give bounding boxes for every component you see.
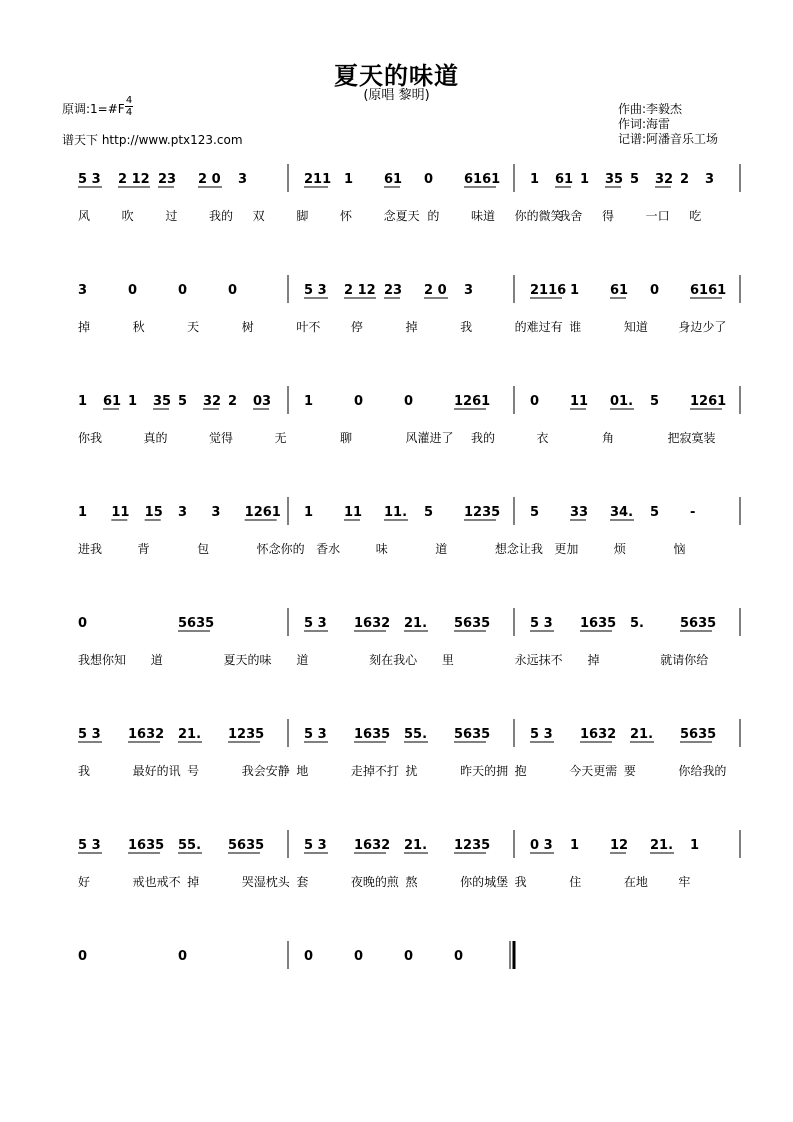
- lyric-syllable: 哭湿枕头: [241, 875, 290, 889]
- note-group: 5635: [680, 727, 717, 742]
- note-group: 2 0: [424, 283, 447, 298]
- lyric-syllable: 你的城堡: [460, 875, 509, 889]
- note-group: 0: [178, 283, 188, 298]
- note-group: 55.: [404, 727, 428, 742]
- lyric-syllable: 走掉不打: [350, 764, 399, 778]
- note-group: 61: [103, 394, 122, 409]
- note-group: 32: [655, 172, 674, 187]
- lyric-syllable: 好: [78, 875, 91, 889]
- note-group: 1: [344, 172, 354, 187]
- note-group: 21.: [404, 838, 428, 853]
- lyric-syllable: 念夏天: [383, 209, 420, 223]
- lyric-syllable: 怀: [340, 209, 353, 223]
- lyric-syllable: 我: [460, 320, 473, 334]
- note-group: 211: [304, 172, 332, 187]
- lyric-syllable: 我的: [471, 431, 496, 445]
- note-group: 5: [178, 394, 188, 409]
- note-group: 5635: [228, 838, 265, 853]
- note-group: 5 3: [304, 838, 327, 853]
- lyric-syllable: 烦: [613, 542, 626, 556]
- lyric-syllable: 觉得: [209, 431, 234, 445]
- note-group: 1: [570, 838, 580, 853]
- note-group: 3: [78, 283, 88, 298]
- note-group: 5635: [178, 616, 215, 631]
- note-group: 3: [464, 283, 474, 298]
- lyric-syllable: 恼: [673, 542, 686, 556]
- note-group: 5: [530, 505, 540, 520]
- note-group: 1635: [354, 727, 391, 742]
- note-group: 5: [630, 172, 640, 187]
- note-group: 5 3: [78, 838, 101, 853]
- lyric-syllable: 套: [296, 875, 309, 889]
- note-group: 0: [78, 949, 88, 964]
- lyric-syllable: 熬: [405, 875, 418, 889]
- note-group: 0: [178, 949, 188, 964]
- note-group: 1: [128, 394, 138, 409]
- note-group: 11: [344, 505, 363, 520]
- note-group: 1: [304, 394, 314, 409]
- lyric-syllable: 的难过有: [514, 320, 563, 334]
- lyric-syllable: 掉: [187, 875, 200, 889]
- note-group: 11: [570, 394, 589, 409]
- note-group: 1632: [354, 616, 391, 631]
- note-group: 61: [610, 283, 629, 298]
- lyric-syllable: 进我: [78, 542, 103, 556]
- note-group: 0: [424, 172, 434, 187]
- lyric-syllable: 无: [274, 431, 287, 445]
- note-group: 1: [78, 505, 88, 520]
- note-group: 0: [304, 949, 314, 964]
- lyric-syllable: 味道: [471, 209, 496, 223]
- lyric-syllable: 就请你给: [660, 653, 709, 667]
- lyric-syllable: 的: [427, 209, 440, 223]
- lyric-syllable: 号: [187, 764, 200, 778]
- lyric-syllable: 最好的讯: [132, 764, 181, 778]
- note-group: 6161: [464, 172, 501, 187]
- lyric-syllable: 要: [623, 764, 636, 778]
- note-group: 6161: [690, 283, 727, 298]
- lyric-syllable: 谁: [569, 320, 582, 334]
- lyric-syllable: 我: [514, 875, 527, 889]
- note-group: 11.: [384, 505, 408, 520]
- note-group: 1: [570, 283, 580, 298]
- note-group: 5 3: [304, 727, 327, 742]
- lyric-syllable: 我舍: [558, 209, 583, 223]
- lyric-syllable: 真的: [143, 431, 168, 445]
- time-signature-top: 4: [125, 95, 133, 106]
- note-group: 1635: [580, 616, 617, 631]
- note-group: 0: [354, 394, 364, 409]
- note-group: 2: [680, 172, 690, 187]
- note-group: 3: [211, 505, 221, 520]
- note-group: 0: [228, 283, 238, 298]
- note-group: 5 3: [530, 616, 553, 631]
- lyric-syllable: 我想你知: [78, 653, 127, 667]
- note-group: 5: [424, 505, 434, 520]
- lyric-syllable: 把寂寞装: [667, 431, 716, 445]
- lyric-syllable: 你我: [78, 431, 103, 445]
- lyric-syllable: 抱: [514, 764, 527, 778]
- note-group: 34.: [610, 505, 634, 520]
- lyric-syllable: 风: [78, 209, 91, 223]
- note-group: 1261: [244, 505, 281, 520]
- lyric-syllable: 永远抹不: [514, 653, 563, 667]
- note-group: 2116: [530, 283, 567, 298]
- note-group: 1: [690, 838, 700, 853]
- lyric-syllable: 香水: [316, 542, 341, 556]
- note-group: 21.: [178, 727, 202, 742]
- note-group: 1261: [454, 394, 491, 409]
- note-group: 5 3: [304, 283, 327, 298]
- note-group: 35: [153, 394, 172, 409]
- lyric-syllable: 脚: [296, 209, 309, 223]
- lyric-syllable: 夏天的味: [223, 653, 272, 667]
- note-group: 0: [530, 394, 540, 409]
- lyric-syllable: 刻在我心: [369, 653, 418, 667]
- lyric-syllable: 背: [137, 542, 150, 556]
- note-group: 1632: [354, 838, 391, 853]
- original-singer: (原唱 黎明): [363, 88, 430, 103]
- lyric-syllable: 一口: [645, 209, 670, 223]
- composer-credit: 作曲:李毅杰: [618, 102, 683, 116]
- lyric-syllable: 风灌进了: [405, 431, 454, 445]
- lyric-syllable: 天: [187, 320, 200, 334]
- lyric-syllable: 味: [375, 542, 388, 556]
- note-group: 5635: [454, 616, 491, 631]
- lyric-syllable: 吃: [689, 209, 702, 223]
- lyric-syllable: 昨天的拥: [460, 764, 509, 778]
- note-group: 0: [128, 283, 138, 298]
- note-group: 61: [555, 172, 574, 187]
- lyric-syllable: 地: [296, 764, 309, 778]
- note-group: 23: [384, 283, 403, 298]
- note-group: 5 3: [304, 616, 327, 631]
- lyric-syllable: 秋: [132, 320, 145, 334]
- note-group: 1: [304, 505, 314, 520]
- note-group: 0: [354, 949, 364, 964]
- note-group: 11: [111, 505, 130, 520]
- lyric-syllable: 今天更需: [569, 764, 618, 778]
- note-group: 1: [580, 172, 590, 187]
- site-credit: 谱天下 http://www.ptx123.com: [62, 133, 243, 147]
- note-group: 21.: [630, 727, 654, 742]
- lyric-syllable: 里: [441, 653, 454, 667]
- lyric-syllable: 树: [241, 320, 254, 334]
- note-group: 21.: [404, 616, 428, 631]
- note-group: 15: [144, 505, 163, 520]
- lyric-syllable: 衣: [536, 431, 549, 445]
- lyric-syllable: 道: [435, 542, 448, 556]
- lyric-syllable: 我会安静: [241, 764, 290, 778]
- note-group: 21.: [650, 838, 674, 853]
- note-group: 5 3: [78, 727, 101, 742]
- note-group: 5 3: [530, 727, 553, 742]
- note-group: 3: [238, 172, 248, 187]
- time-signature-bottom: 4: [125, 107, 133, 118]
- note-group: 5: [650, 394, 660, 409]
- lyric-syllable: 得: [602, 209, 615, 223]
- note-group: 5.: [630, 616, 644, 631]
- key-signature: 原调:1=#F: [62, 102, 125, 116]
- lyric-syllable: 在地: [623, 875, 648, 889]
- note-group: 0: [404, 949, 414, 964]
- lyric-syllable: 包: [197, 542, 210, 556]
- lyric-syllable: 怀念你的: [256, 542, 305, 556]
- note-group: 2 12: [118, 172, 150, 187]
- note-group: 1235: [228, 727, 265, 742]
- note-group: 1261: [690, 394, 727, 409]
- lyric-syllable: 牢: [678, 875, 691, 889]
- lyric-syllable: 掉: [78, 320, 91, 334]
- lyric-syllable: 过: [165, 209, 178, 223]
- lyric-syllable: 更加: [554, 542, 579, 556]
- note-group: 12: [610, 838, 629, 853]
- note-group: 33: [570, 505, 589, 520]
- lyric-syllable: 掉: [587, 653, 600, 667]
- note-group: 32: [203, 394, 222, 409]
- lyric-syllable: 你给我的: [678, 764, 727, 778]
- note-group: 23: [158, 172, 177, 187]
- lyric-syllable: 知道: [623, 320, 648, 334]
- lyric-syllable: 掉: [405, 320, 418, 334]
- note-group: 3: [178, 505, 188, 520]
- note-group: 3: [705, 172, 715, 187]
- lyric-syllable: 双: [252, 209, 265, 223]
- note-group: 1632: [128, 727, 165, 742]
- note-group: 1: [78, 394, 88, 409]
- lyric-syllable: 想念让我: [494, 542, 543, 556]
- note-group: 35: [605, 172, 624, 187]
- note-group: 55.: [178, 838, 202, 853]
- note-group: 61: [384, 172, 403, 187]
- lyric-syllable: 停: [350, 320, 363, 334]
- lyric-syllable: 道: [296, 653, 309, 667]
- note-group: 01.: [610, 394, 634, 409]
- lyric-syllable: 角: [602, 431, 615, 445]
- lyric-syllable: 聊: [340, 431, 353, 445]
- lyricist-credit: 作词:海雷: [618, 117, 671, 131]
- note-group: 5635: [680, 616, 717, 631]
- note-group: 2 12: [344, 283, 376, 298]
- transcriber-credit: 记谱:阿潘音乐工场: [618, 132, 719, 146]
- note-group: 03: [253, 394, 272, 409]
- note-group: 1632: [580, 727, 617, 742]
- note-group: 1235: [454, 838, 491, 853]
- note-group: -: [690, 505, 696, 520]
- lyric-syllable: 戒也戒不: [132, 875, 181, 889]
- lyric-syllable: 我: [78, 764, 91, 778]
- note-group: 0: [78, 616, 88, 631]
- note-group: 2 0: [198, 172, 221, 187]
- note-group: 1235: [464, 505, 501, 520]
- lyric-syllable: 道: [150, 653, 163, 667]
- note-group: 5 3: [78, 172, 101, 187]
- note-group: 0 3: [530, 838, 553, 853]
- note-group: 1635: [128, 838, 165, 853]
- lyric-syllable: 夜晚的煎: [350, 875, 399, 889]
- note-group: 0: [650, 283, 660, 298]
- lyric-syllable: 扰: [405, 764, 418, 778]
- lyric-syllable: 住: [569, 875, 582, 889]
- note-group: 0: [454, 949, 464, 964]
- note-group: 5: [650, 505, 660, 520]
- lyric-syllable: 身边少了: [678, 320, 727, 334]
- note-group: 1: [530, 172, 540, 187]
- lyric-syllable: 我的: [209, 209, 234, 223]
- note-group: 5635: [454, 727, 491, 742]
- song-title: 夏天的味道: [334, 62, 459, 90]
- lyric-syllable: 你的微笑: [514, 209, 563, 223]
- lyric-syllable: 叶不: [296, 320, 321, 334]
- note-group: 2: [228, 394, 238, 409]
- note-group: 0: [404, 394, 414, 409]
- lyric-syllable: 吹: [121, 209, 134, 223]
